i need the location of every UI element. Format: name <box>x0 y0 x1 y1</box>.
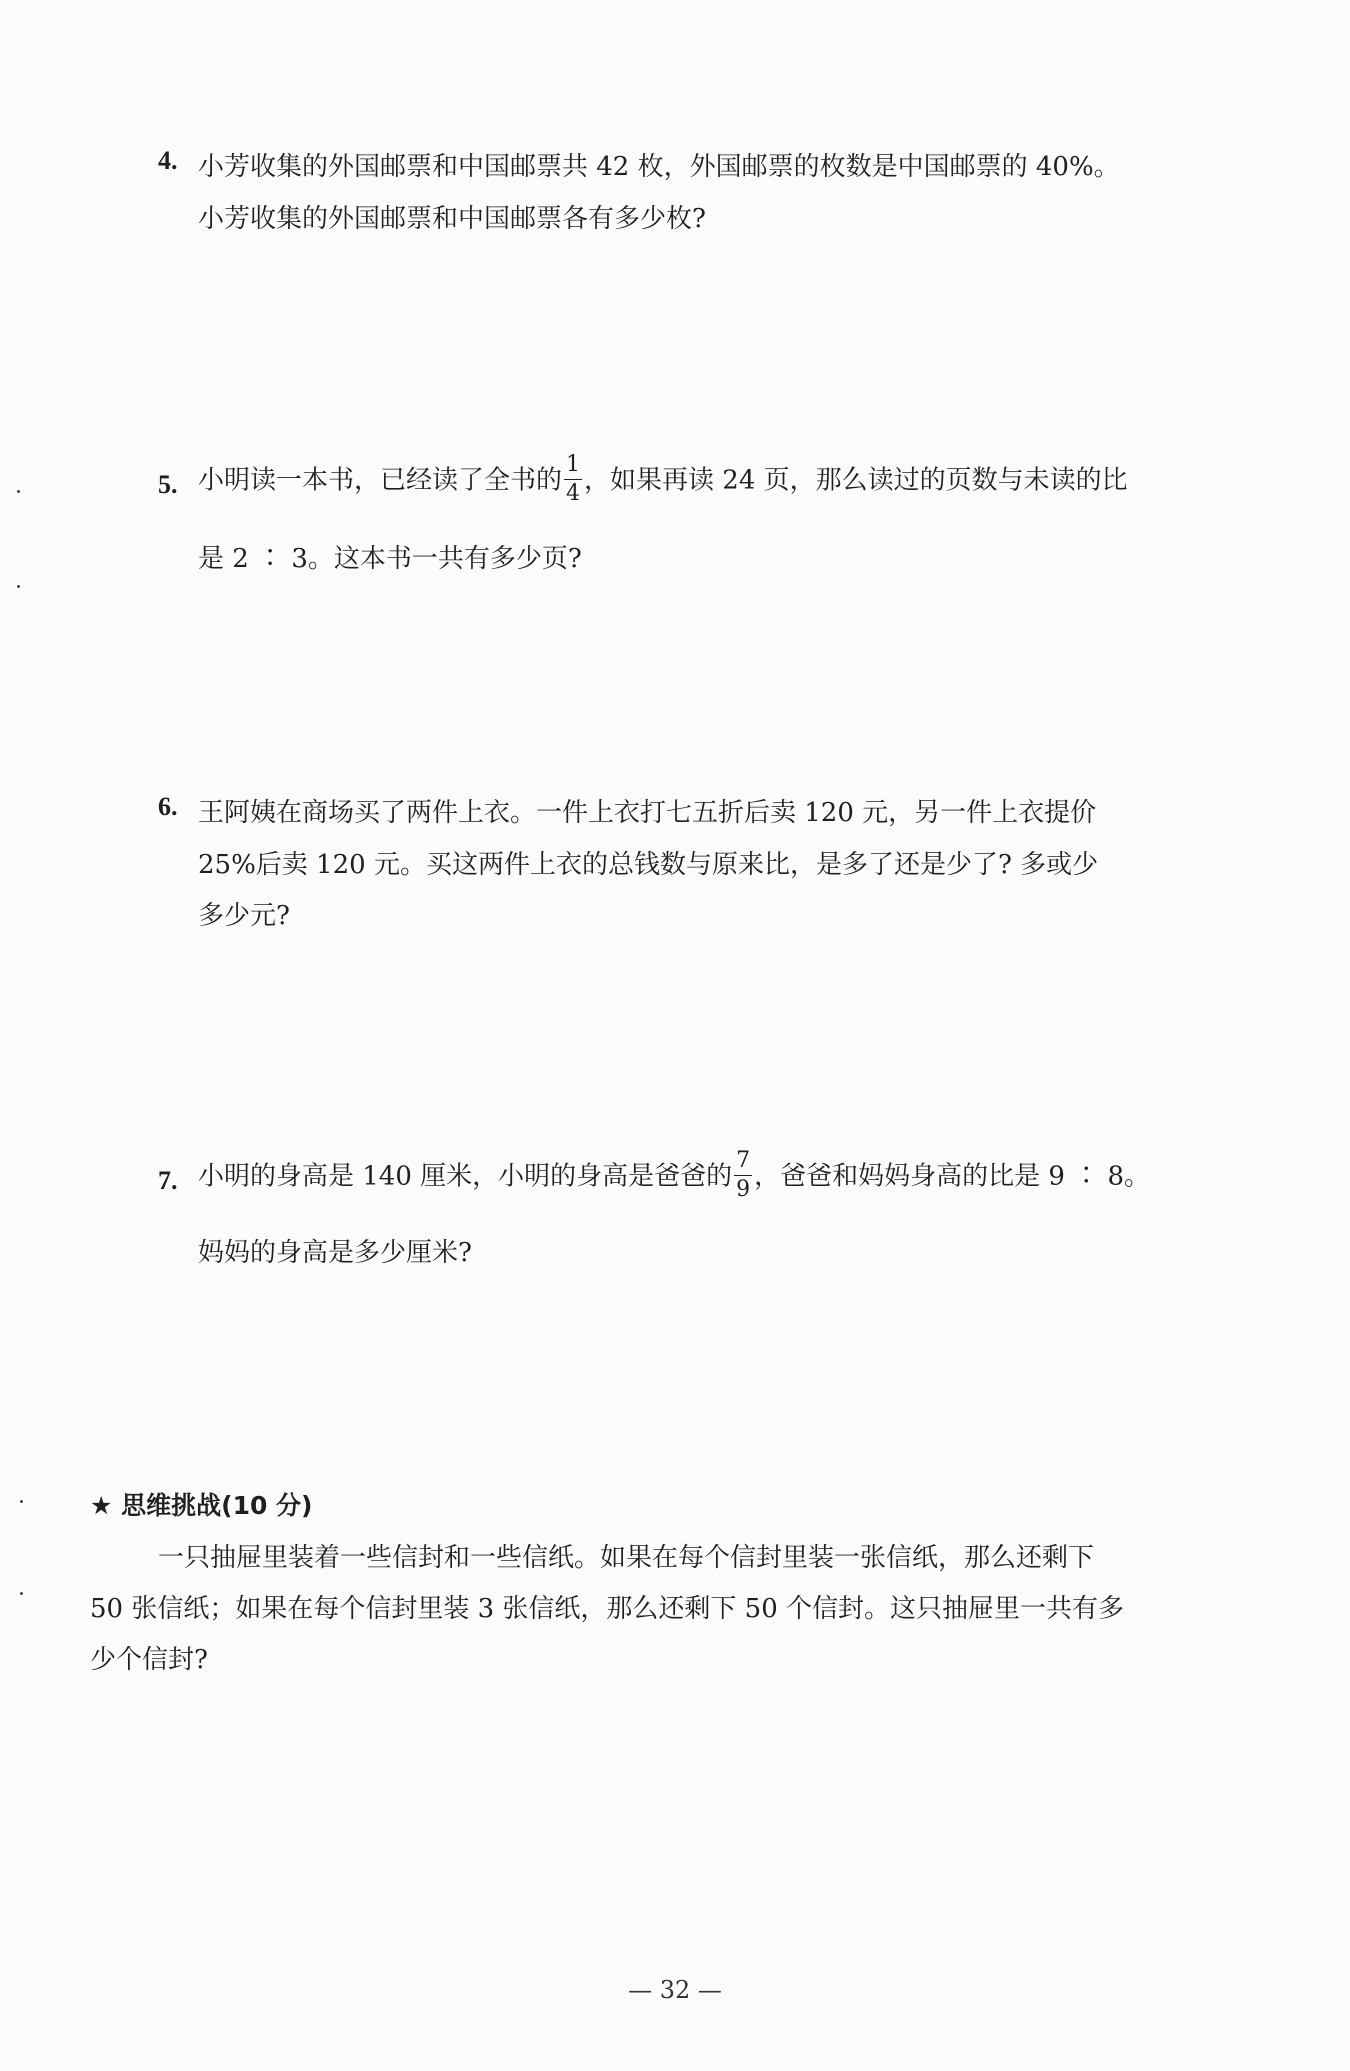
problem-text-line: 王阿姨在商场买了两件上衣。一件上衣打七五折后卖 120 元，另一件上衣提价 <box>198 798 1097 828</box>
problem-text: ，爸爸和妈妈身高的比是 9 ∶ 8。 <box>754 1161 1151 1192</box>
problem-number: 6. <box>158 792 178 821</box>
problem-text-line: 是 2 ∶ 3。这本书一共有多少页? <box>198 544 582 574</box>
challenge-text-line: 少个信封? <box>90 1645 208 1675</box>
problem-text-line: 小芳收集的外国邮票和中国邮票共 42 枚，外国邮票的枚数是中国邮票的 40%。 <box>198 152 1120 182</box>
problem-text-line: 25%后卖 120 元。买这两件上衣的总钱数与原来比，是多了还是少了? 多或少 <box>198 850 1099 880</box>
fraction <box>734 1150 752 1201</box>
problem-text-line: 妈妈的身高是多少厘米? <box>198 1238 472 1268</box>
problem-text-line: 小芳收集的外国邮票和中国邮票各有多少枚? <box>198 204 706 234</box>
problem-text-line: 多少元? <box>198 901 290 931</box>
problem-number: 7. <box>158 1166 178 1195</box>
challenge-text-line: 一只抽屉里装着一些信封和一些信纸。如果在每个信封里装一张信纸，那么还剩下 <box>158 1543 1095 1573</box>
challenge-heading <box>90 1486 313 1522</box>
problem-text: 小明的身高是 140 厘米，小明的身高是爸爸的 <box>198 1161 733 1192</box>
fraction-denominator: 4 <box>566 481 581 506</box>
fraction-denominator: 9 <box>736 1177 751 1202</box>
scan-speck <box>17 490 20 493</box>
scan-speck <box>17 585 20 588</box>
scan-speck <box>20 1592 23 1595</box>
fraction-numerator: 1 <box>564 454 582 480</box>
problem-text-line <box>198 452 1128 507</box>
scan-speck <box>20 1500 23 1503</box>
challenge-text-line: 50 张信纸；如果在每个信封里装 3 张信纸，那么还剩下 50 个信封。这只抽屉里一共有多 <box>90 1594 1125 1624</box>
page-number: — 32 — <box>628 1976 722 2004</box>
challenge-title: 思维挑战(10 分) <box>121 1491 313 1520</box>
problem-text: ，如果再读 24 页，那么读过的页数与未读的比 <box>584 465 1128 496</box>
problem-number: 4. <box>158 146 178 175</box>
problem-text-line <box>198 1148 1151 1203</box>
problem-number: 5. <box>158 470 178 499</box>
fraction-numerator: 7 <box>734 1150 752 1176</box>
fraction <box>564 454 582 505</box>
star-icon: ★ <box>90 1491 113 1520</box>
problem-text: 小明读一本书，已经读了全书的 <box>198 465 563 496</box>
